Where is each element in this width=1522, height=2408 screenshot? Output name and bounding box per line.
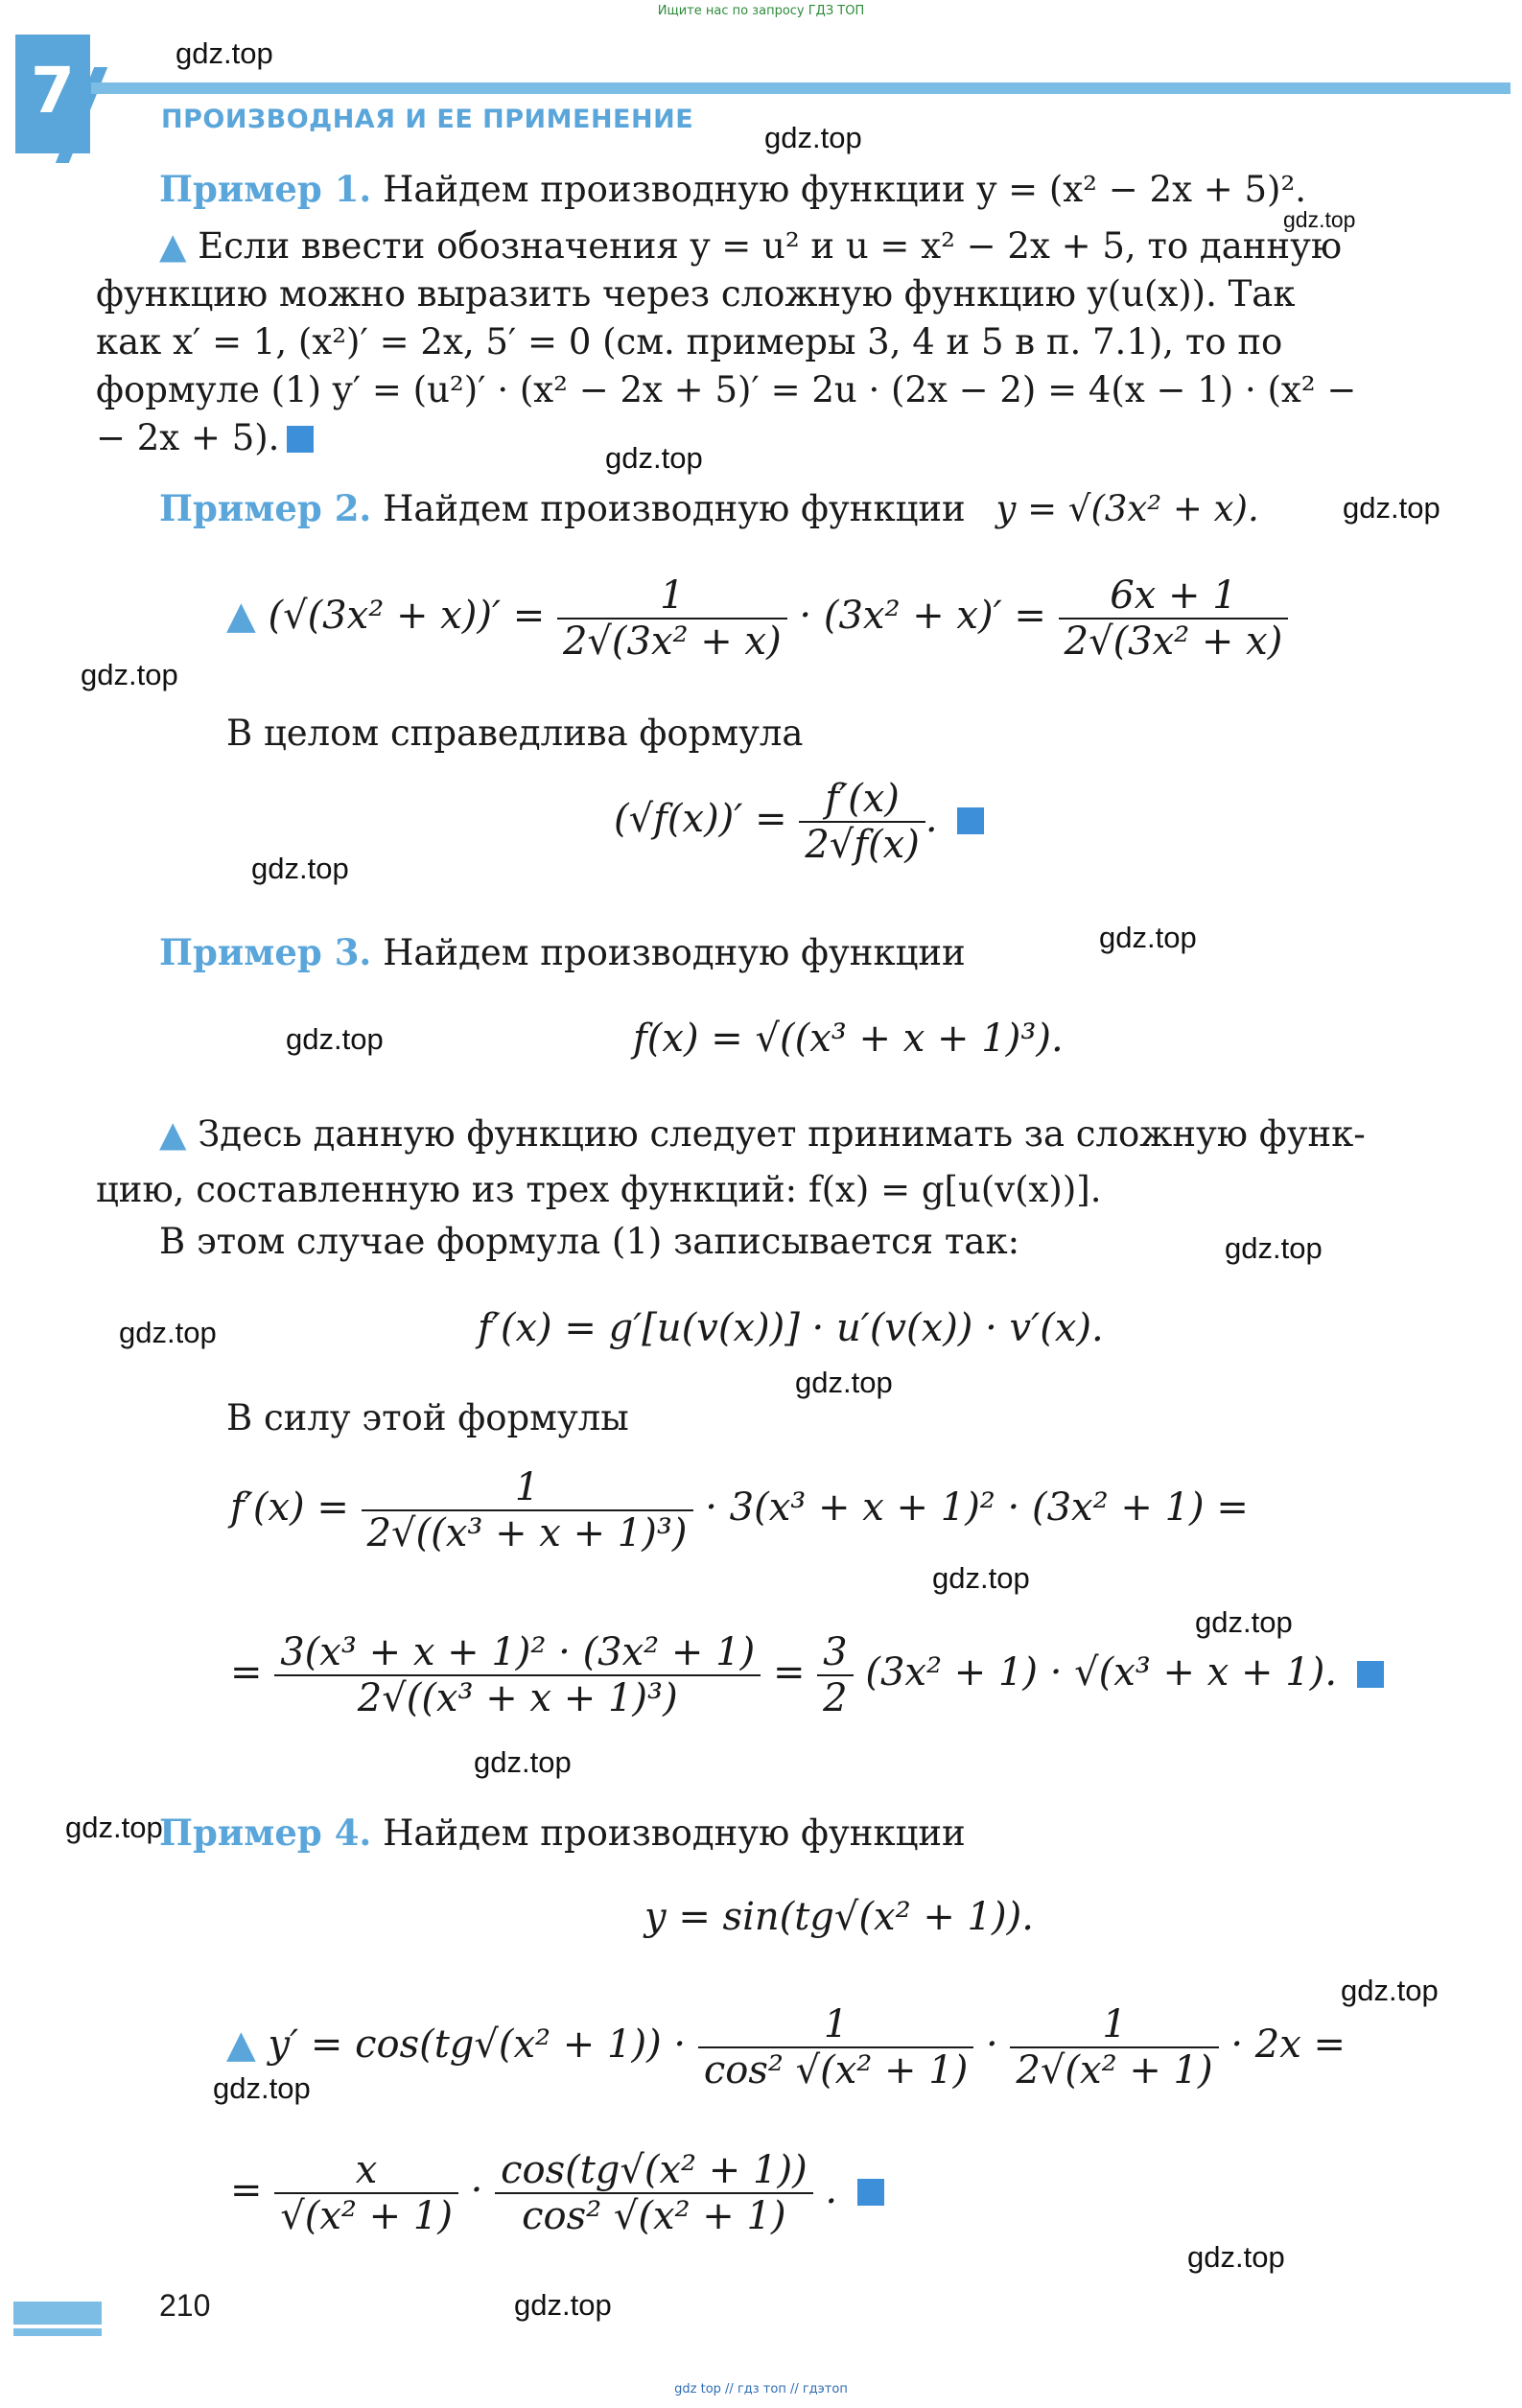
triangle-marker-icon: ▲ (159, 1113, 187, 1155)
ex2-frac1-den: 2√(3x² + x) (562, 620, 782, 664)
end-square-icon (957, 807, 984, 834)
ex3-d2-den: 2√((x³ + x + 1)³) (357, 1676, 678, 1720)
ex4-d1-fraction1 (698, 2002, 973, 2092)
ex3-d1-num: 1 (362, 1465, 693, 1511)
watermark: gdz.top (474, 1745, 572, 1779)
ex4-d1-f2-num: 1 (1010, 2002, 1218, 2048)
header-rule (91, 82, 1510, 94)
ex4-d2-f2-den: cos² √(x² + 1) (522, 2194, 786, 2238)
ex2-general-num: f′(x) (799, 777, 925, 823)
ex2-frac1-num: 1 (557, 573, 787, 620)
example3-derivation-line1 (230, 1465, 1249, 1555)
ex2-fraction2 (1059, 573, 1289, 664)
ex2-mid: · (3x² + x)′ = (799, 594, 1046, 638)
ex4-d1-lhs: y′ = cos(tg√(x² + 1)) · (268, 2022, 687, 2067)
ex2-fraction1 (557, 573, 787, 664)
example4-intro: Найдем производную функции (383, 1812, 966, 1854)
ex4-d2-f1-den: √(x² + 1) (280, 2194, 453, 2238)
ex2-frac2-num: 6x + 1 (1059, 573, 1289, 620)
watermark: gdz.top (1099, 921, 1197, 954)
ex4-d2-fraction2 (495, 2148, 813, 2238)
example3-derivation-line2: = $\frac{\text{3(x³ + x + 1)² · (3x² + 1)}}{\text{2√((x³ + x + 1)³)}}$ = $\frac{3}{2}$ (3x² + 1) · √(x³ + x + 1). (230, 1630, 1384, 1720)
example4-func: y = sin(tg√(x² + 1)). (644, 1895, 1034, 1939)
example3-by-formula: В силу этой формулы (226, 1397, 629, 1438)
ex3-d2-mid-num: 3 (817, 1630, 853, 1676)
top-note: Ищите нас по запросу ГДЗ ТОП (657, 4, 865, 18)
end-square-icon (287, 426, 314, 453)
example2-heading (159, 484, 1492, 533)
watermark: gdz.top (795, 1366, 893, 1399)
watermark: gdz.top (65, 1811, 163, 1844)
ex3-line3: В этом случае формула (1) записывается так: (159, 1221, 1020, 1262)
example1-solution (96, 222, 1492, 462)
watermark: gdz.top (1195, 1605, 1293, 1639)
triangle-marker-icon: ▲ (226, 594, 256, 638)
example1-intro: Найдем производную функции y = (x² − 2x + 5)². (383, 169, 1307, 210)
ex3-d1-fraction (362, 1465, 693, 1555)
end-square-icon (1357, 1661, 1384, 1688)
example1-line4: формуле (1) y′ = (u²)′ · (x² − 2x + 5)′ = 2u · (2x − 2) = 4(x − 1) · (x² − (96, 369, 1357, 410)
watermark: gdz.top (1343, 491, 1440, 525)
watermark: gdz.top (176, 36, 273, 70)
ex4-d1-f1-den: cos² √(x² + 1) (703, 2048, 969, 2092)
ex3-d2-rhs: (3x² + 1) · √(x³ + x + 1). (865, 1650, 1338, 1695)
ex3-d2-mid-fraction (817, 1630, 853, 1720)
ex3-d1-lhs: f′(x) = (230, 1485, 349, 1530)
ex4-d1-fraction2 (1010, 2002, 1218, 2092)
example4-heading (159, 1809, 1492, 1858)
example1-line5: − 2x + 5). (96, 417, 280, 458)
example4-derivation-line2: = $\frac{x}{\text{√(x² + 1)}}$ · $\frac{\text{cos(tg√(x² + 1))}}{\text{cos² √(x² + 1)}}$ . (230, 2148, 884, 2238)
triangle-marker-icon: ▲ (159, 225, 187, 267)
ex2-general-fraction (799, 777, 925, 867)
watermark: gdz.top (1341, 1974, 1439, 2007)
example2-general-text: В целом справедлива формула (226, 713, 804, 754)
example3-heading (159, 928, 1492, 977)
ex3-line2: цию, составленную из трех функций: f(x) = g[u(v(x))]. (96, 1169, 1102, 1210)
watermark: gdz.top (81, 658, 178, 691)
watermark: gdz.top (119, 1316, 217, 1349)
example1-line1: Если ввести обозначения y = u² и u = x² − 2x + 5, то данную (198, 225, 1343, 267)
example3-func: f(x) = √((x³ + x + 1)³). (633, 1017, 1064, 1061)
watermark: gdz.top (213, 2071, 311, 2105)
chapter-number: 7 (31, 54, 75, 128)
example3-chain-rule: f′(x) = g′[u(v(x))] · u′(v(x)) · v′(x). (478, 1306, 1104, 1350)
ex2-lhs: (√(3x² + x))′ = (268, 594, 546, 638)
footer-decoration (13, 2328, 102, 2336)
page-number: 210 (159, 2288, 211, 2323)
example1-line3: как x′ = 1, (x²)′ = 2x, 5′ = 0 (см. примеры 3, 4 и 5 в п. 7.1), то по (96, 321, 1283, 362)
ex4-d1-rhs: · 2x = (1230, 2022, 1346, 2067)
example1-label: Пример 1. (159, 168, 372, 210)
ex3-d1-rhs: · 3(x³ + x + 1)² · (3x² + 1) = (705, 1485, 1249, 1530)
example2-func: y = √(3x² + x). (995, 488, 1259, 529)
watermark: gdz.top (286, 1022, 384, 1056)
ex3-d2-mid-den: 2 (823, 1676, 848, 1720)
watermark: gdz.top (514, 2288, 612, 2322)
watermark: gdz.top (605, 441, 703, 475)
example2-derivation (226, 573, 1288, 664)
triangle-marker-icon: ▲ (226, 2022, 256, 2067)
watermark: gdz.top (764, 121, 862, 154)
bottom-note: gdz top // гдз топ // гдэтоп (674, 2382, 848, 2396)
ex2-general-lhs: (√f(x))′ = (614, 797, 787, 841)
watermark: gdz.top (1283, 207, 1356, 232)
watermark: gdz.top (251, 852, 349, 885)
example2-general-formula: (√f(x))′ = $\frac{f'(x)}{2√f(x)}$ . (614, 777, 984, 867)
footer-decoration (13, 2302, 102, 2325)
chapter-title: ПРОИЗВОДНАЯ И ЕЕ ПРИМЕНЕНИЕ (161, 105, 694, 134)
watermark: gdz.top (1187, 2240, 1285, 2274)
ex4-d2-f1-num: x (274, 2148, 458, 2194)
ex3-d2-num: 3(x³ + x + 1)² · (3x² + 1) (274, 1630, 761, 1676)
example4-label: Пример 4. (159, 1812, 372, 1854)
example1-line2: функцию можно выразить через сложную функцию y(u(x)). Так (96, 273, 1296, 315)
watermark: gdz.top (1225, 1231, 1323, 1265)
ex3-d1-den: 2√((x³ + x + 1)³) (366, 1511, 688, 1555)
end-square-icon (857, 2179, 884, 2206)
ex4-d1-f2-den: 2√(x² + 1) (1016, 2048, 1213, 2092)
watermark: gdz.top (932, 1561, 1030, 1595)
example3-label: Пример 3. (159, 931, 372, 973)
example2-intro: Найдем производную функции (383, 488, 966, 529)
ex2-general-den: 2√f(x) (805, 823, 920, 867)
ex4-d1-f1-num: 1 (698, 2002, 973, 2048)
example2-label: Пример 2. (159, 487, 372, 529)
ex4-d2-f2-num: cos(tg√(x² + 1)) (495, 2148, 813, 2194)
example3-intro: Найдем производную функции (383, 932, 966, 973)
ex3-line1: Здесь данную функцию следует принимать за сложную функ- (198, 1113, 1366, 1155)
ex3-d2-fraction (274, 1630, 761, 1720)
ex2-frac2-den: 2√(3x² + x) (1064, 620, 1283, 664)
example4-derivation-line1: ▲ y′ = cos(tg√(x² + 1)) · $\frac{1}{\text{cos² √(x² + 1)}}$ · $\frac{1}{\text{2√(x² + 1)}}$ · 2x = (226, 2002, 1346, 2092)
ex4-d2-fraction1 (274, 2148, 458, 2238)
